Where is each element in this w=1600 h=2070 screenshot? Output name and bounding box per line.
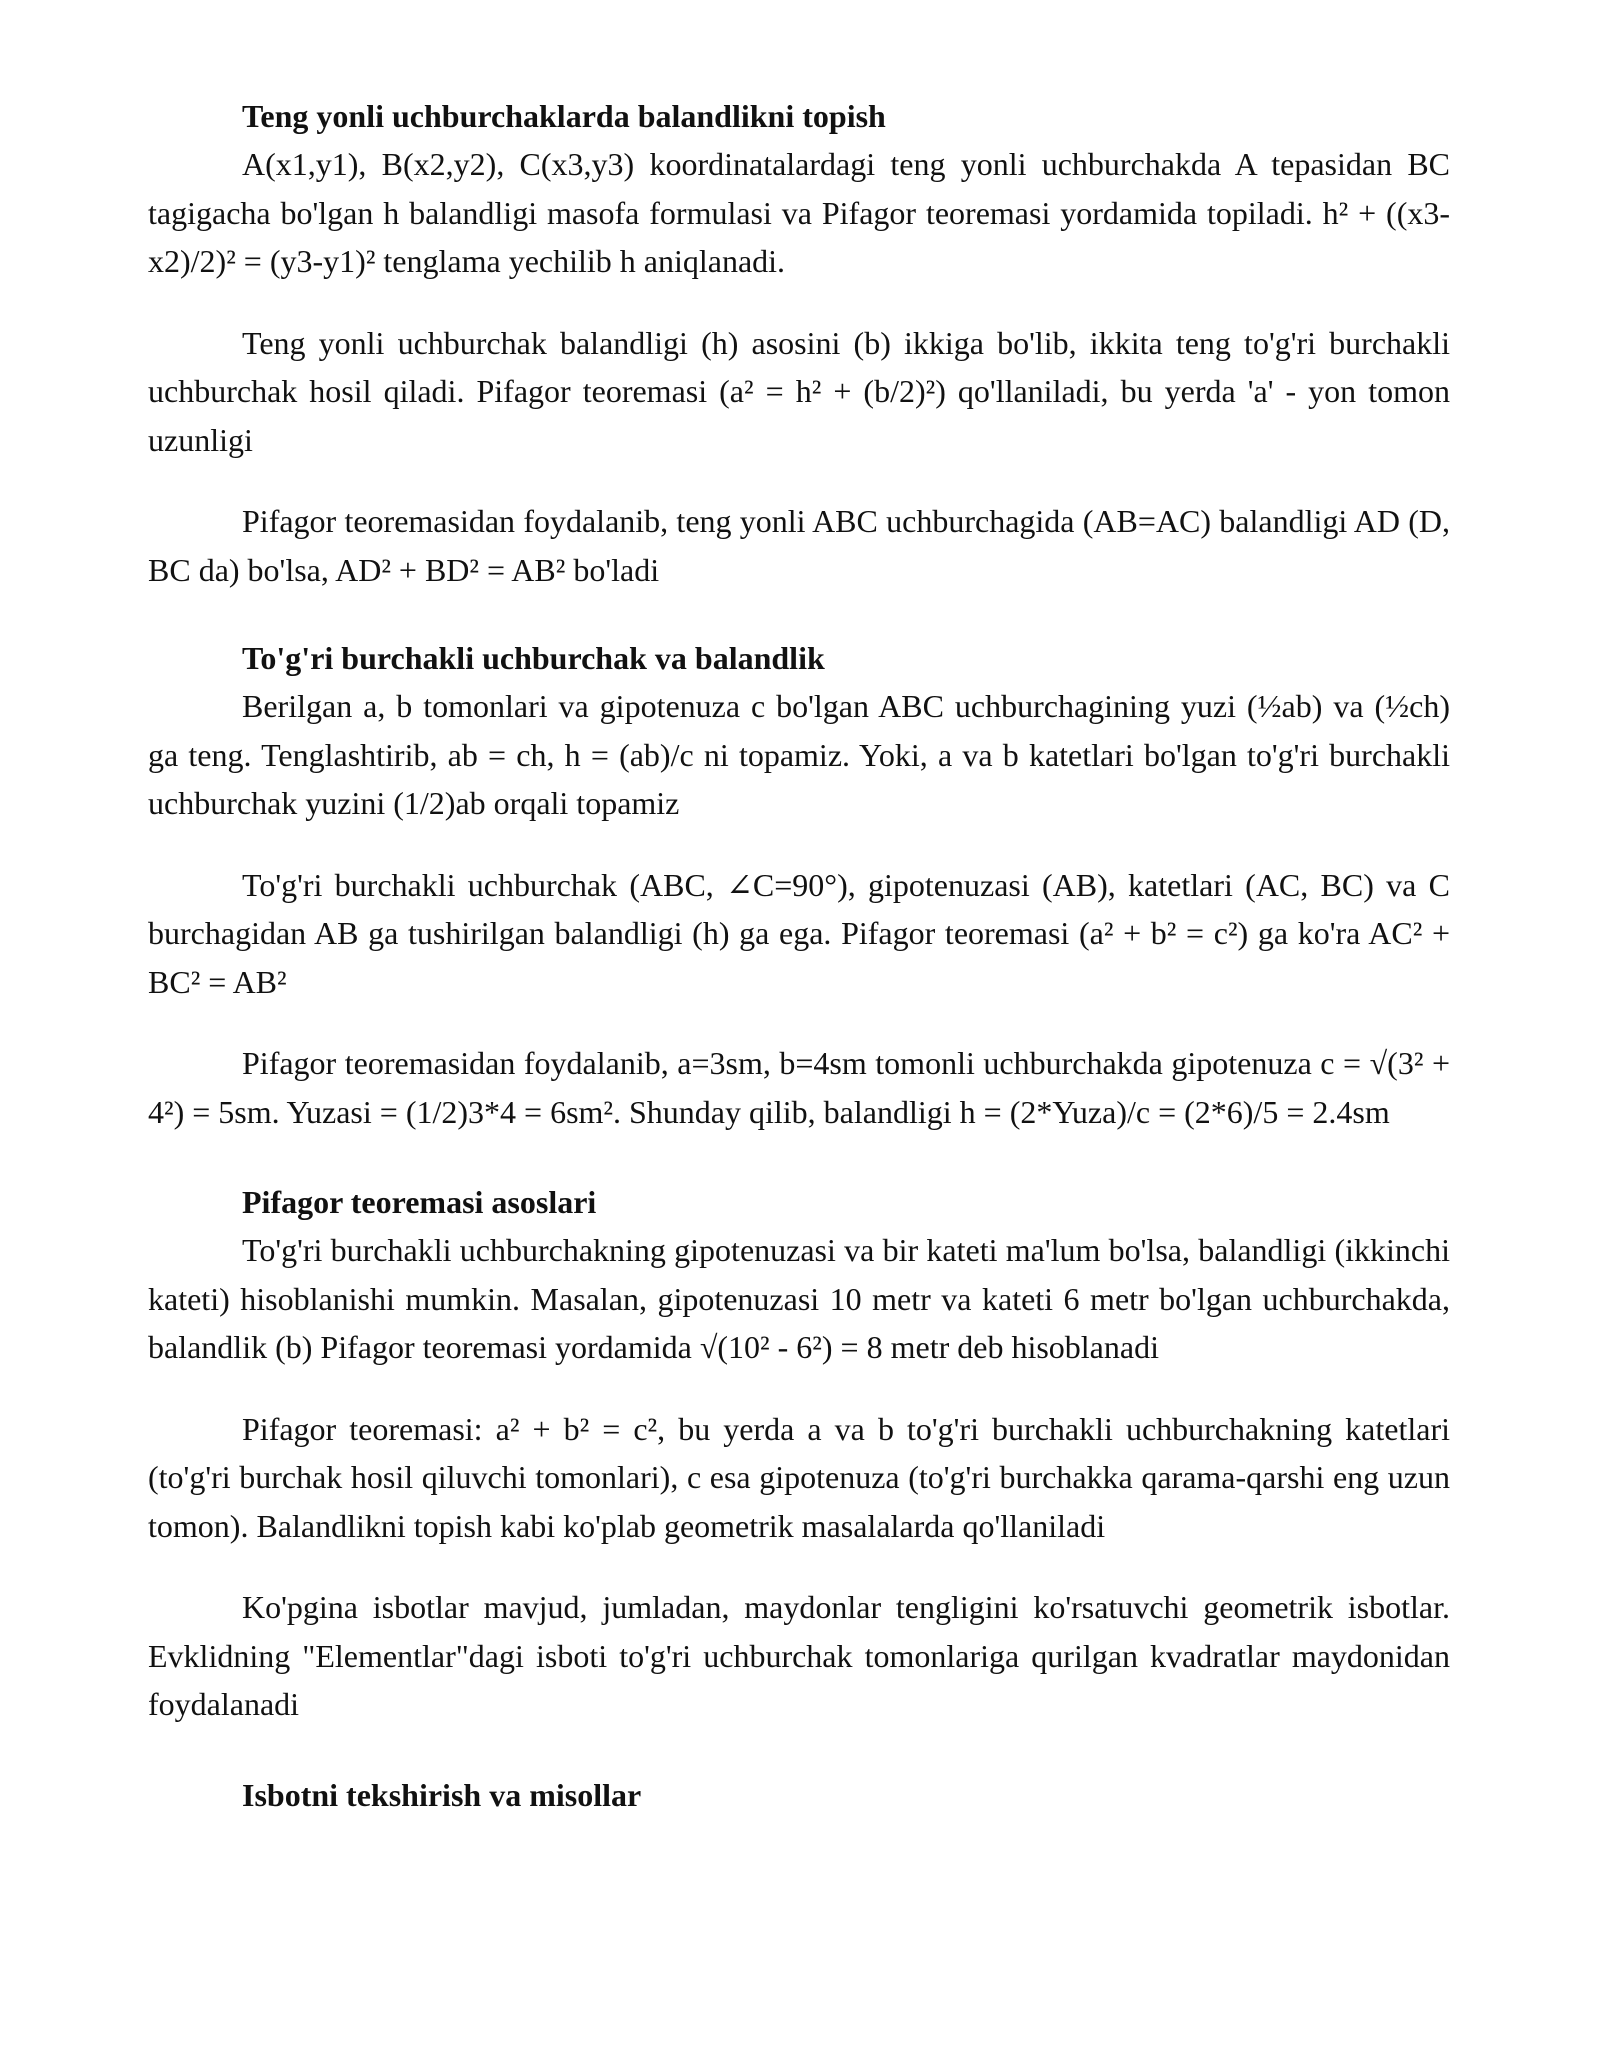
paragraph: Pifagor teoremasidan foydalanib, a=3sm, b=4sm tomonli uchburchakda gipotenuza c = √(3² + 4²) = 5sm. Yuzasi = (1/2)3*4 = 6sm². Shunday qilib, balandligi h = (2*Yuza)/c = (2*6)/5 = 2.4sm xyxy=(148,1045,1450,1130)
paragraph: Berilgan a, b tomonlari va gipotenuza c bo'lgan ABC uchburchagining yuzi (½ab) va (½ch) ga teng. Tenglashtirib, ab = ch, h = (ab)/c ni topamiz. Yoki, a va b katetlari bo'lgan to'g'ri burchakli uchburchak yuzini (1/2)ab orqali topamiz xyxy=(148,688,1450,821)
section-heading: Isbotni tekshirish va misollar xyxy=(242,1776,642,1813)
section-spacer xyxy=(148,594,1450,634)
paragraph-spacer xyxy=(148,1372,1450,1405)
document-page xyxy=(148,92,1450,1819)
section-spacer xyxy=(148,1729,1450,1771)
section-heading: Teng yonli uchburchaklarda balandlikni topish xyxy=(242,98,886,134)
section-heading: To'g'ri burchakli uchburchak va balandlik xyxy=(242,640,825,676)
paragraph: Pifagor teoremasi: a² + b² = c², bu yerda a va b to'g'ri burchakli uchburchakning katetlari (to'g'ri burchak hosil qiluvchi tomonlari), c esa gipotenuza (to'g'ri burchakka qarama-qarshi eng uzun tomon). Balandlikni topish kabi ko'plab geometrik masalalarda qo'llaniladi xyxy=(148,1410,1450,1544)
section-spacer xyxy=(148,1136,1450,1178)
paragraph: A(x1,y1), B(x2,y2), C(x3,y3) koordinatalardagi teng yonli uchburchakda A tepasidan BC tagigacha bo'lgan h balandligi masofa formulasi va Pifagor teoremasi yordamida topiladi. h² + ((x3-x2)/2)² = (y3-y1)² tenglama yechilib h aniqlanadi. xyxy=(148,146,1450,279)
paragraph: To'g'ri burchakli uchburchakning gipotenuzasi va bir kateti ma'lum bo'lsa, balandligi (ikkinchi kateti) hisoblanishi mumkin. Masalan, gipotenuzasi 10 metr va kateti 6 metr bo'lgan uchburchakda, balandlik (b) Pifagor teoremasi yordamida √(10² - 6²) = 8 metr deb hisoblanadi xyxy=(148,1232,1450,1365)
paragraph: Pifagor teoremasidan foydalanib, teng yonli ABC uchburchagida (AB=AC) balandligi AD (D, BC da) bo'lsa, AD² + BD² = AB² bo'ladi xyxy=(148,503,1450,588)
section-heading: Pifagor teoremasi asoslari xyxy=(242,1184,597,1220)
paragraph-spacer xyxy=(148,286,1450,319)
paragraph: Teng yonli uchburchak balandligi (h) asosini (b) ikkiga bo'lib, ikkita teng to'g'ri burchakli uchburchak hosil qiladi. Pifagor teoremasi (a² = h² + (b/2)²) qo'llaniladi, bu yerda 'a' - yon tomon uzunligi xyxy=(148,324,1450,458)
paragraph-spacer xyxy=(148,464,1450,497)
paragraph-spacer xyxy=(148,1006,1450,1039)
paragraph: To'g'ri burchakli uchburchak (ABC, ∠C=90°), gipotenuzasi (AB), katetlari (AC, BC) va C burchagidan AB ga tushirilgan balandligi (h) ga ega. Pifagor teoremasi (a² + b² = c²) ga ko'ra AC² + BC² = AB² xyxy=(148,866,1450,1000)
paragraph-spacer xyxy=(148,828,1450,861)
paragraph-spacer xyxy=(148,1550,1450,1583)
paragraph: Ko'pgina isbotlar mavjud, jumladan, maydonlar tengligini ko'rsatuvchi geometrik isbotlar. Evklidning "Elementlar"dagi isboti to'g'ri uchburchak tomonlariga qurilgan kvadratlar maydonidan foydalanadi xyxy=(148,1589,1450,1722)
